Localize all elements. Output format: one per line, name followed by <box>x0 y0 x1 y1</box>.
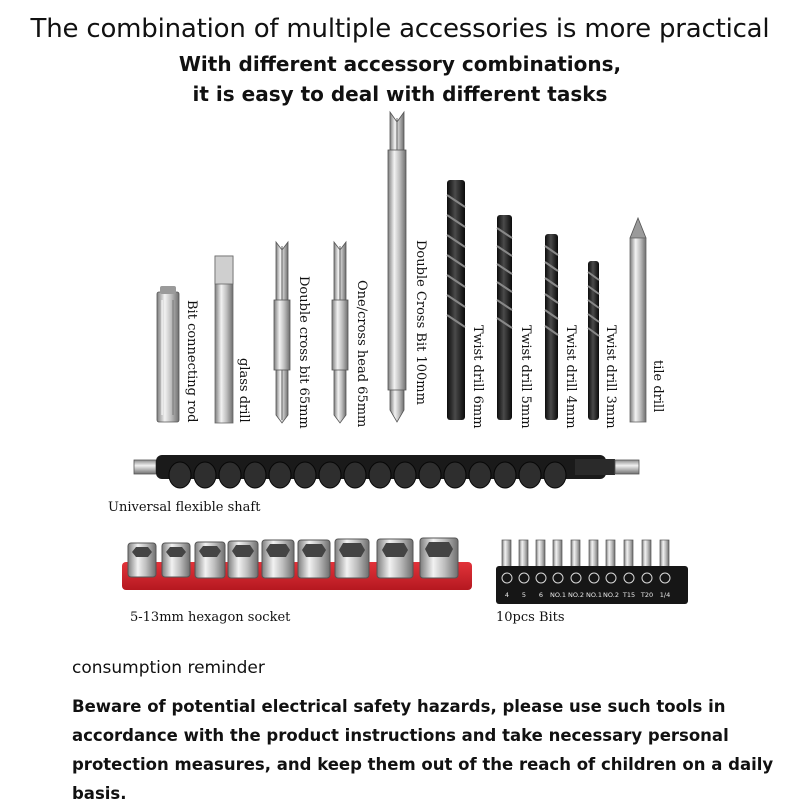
bit-size-label: T20 <box>640 591 654 599</box>
double-cross-bit-100 <box>388 112 406 422</box>
bit-size-label: NO.2 <box>568 591 584 599</box>
one-cross-head-65 <box>332 242 348 423</box>
bit-connecting-rod <box>157 286 179 422</box>
sockets-label: 5-13mm hexagon socket <box>130 610 291 625</box>
page-title: The combination of multiple accessories is more practical <box>30 14 770 44</box>
bit-size-label: 1/4 <box>659 591 671 599</box>
twist-drill-3mm <box>588 261 599 420</box>
twist-drill-6mm <box>447 180 465 420</box>
tool-label-twist-drill-3: Twist drill 3mm <box>603 325 618 429</box>
tool-label-twist-drill-5: Twist drill 5mm <box>518 325 533 429</box>
flex-shaft-label: Universal flexible shaft <box>108 500 261 515</box>
twist-drill-4mm <box>545 234 558 420</box>
tool-label-one-cross-head-65: One/cross head 65mm <box>354 280 369 428</box>
subtitle-line-2: it is easy to deal with different tasks <box>192 82 608 106</box>
double-cross-bit-65 <box>274 242 290 423</box>
bit-size-label: T15 <box>622 591 636 599</box>
bit-size-label: 4 <box>504 591 510 599</box>
hexagon-socket-set <box>122 538 472 590</box>
bit-size-label: NO.1 <box>586 591 602 599</box>
flexible-shaft <box>134 455 639 488</box>
tile-drill <box>630 218 646 422</box>
twist-drill-5mm <box>497 215 512 420</box>
tool-label-bit-connecting-rod: Bit connecting rod <box>184 300 199 423</box>
tool-label-double-cross-bit-100: Double Cross Bit 100mm <box>413 240 428 405</box>
reminder-line-2: accordance with the product instructions and take necessary personal <box>72 726 729 745</box>
reminder-line-3: protection measures, and keep them out of the reach of children on a daily basis. <box>72 755 774 803</box>
tool-label-twist-drill-4: Twist drill 4mm <box>563 325 578 429</box>
tool-label-twist-drill-6: Twist drill 6mm <box>470 325 485 429</box>
tool-label-tile-drill: tile drill <box>650 360 665 413</box>
reminder-heading: consumption reminder <box>72 658 265 678</box>
glass-drill <box>215 256 233 423</box>
bits-label: 10pcs Bits <box>496 610 565 625</box>
tool-label-glass-drill: glass drill <box>236 358 251 423</box>
bit-size-label: 5 <box>521 591 527 599</box>
bit-size-label: 6 <box>538 591 544 599</box>
bit-size-label: NO.1 <box>550 591 566 599</box>
subtitle-line-1: With different accessory combinations, <box>178 52 622 76</box>
reminder-line-1: Beware of potential electrical safety hazards, please use such tools in <box>72 697 726 716</box>
tool-label-double-cross-bit-65: Double cross bit 65mm <box>296 276 311 429</box>
bit-size-label: NO.2 <box>603 591 619 599</box>
